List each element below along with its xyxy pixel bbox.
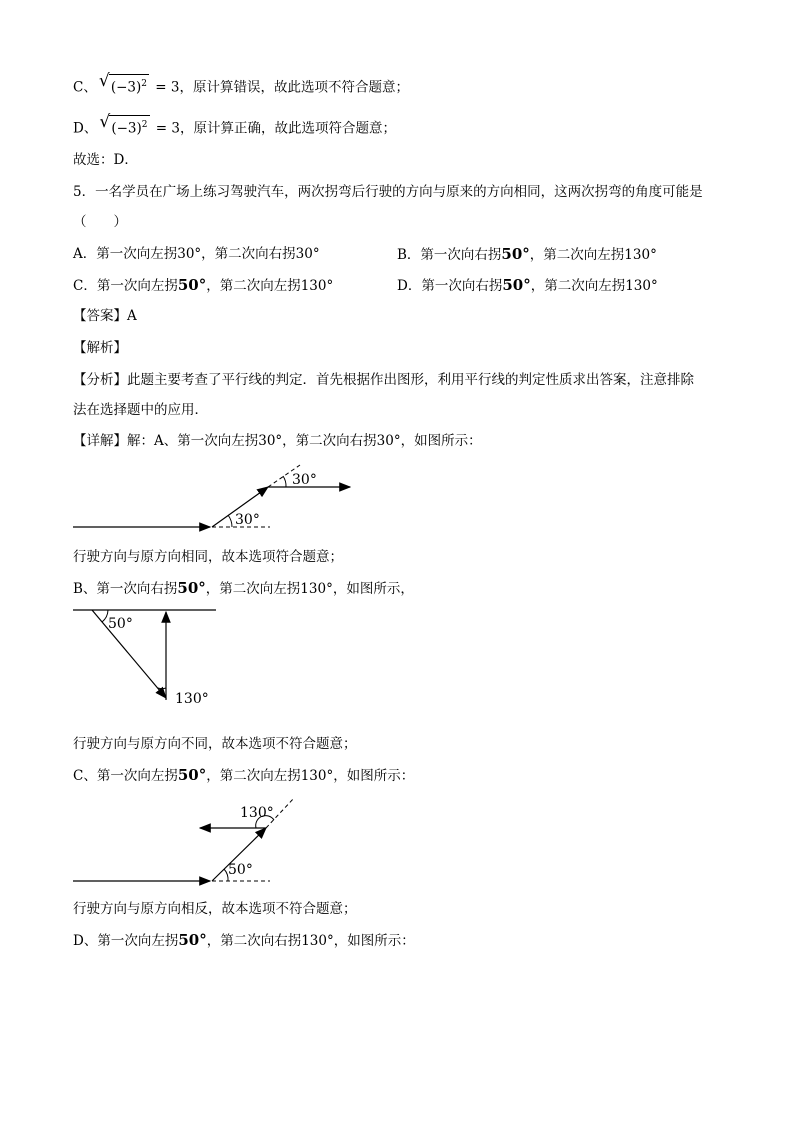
conclusion-c: 行驶方向与原方向相反，故本选项不符合题意； — [73, 901, 357, 917]
answer-tag: 【答案】 — [73, 308, 127, 324]
fenxi-line-2: 法在选择题中的应用． — [73, 402, 208, 418]
angle-label-bottom: 50° — [228, 862, 253, 878]
option-d: D．第一次向右拐50°，第二次向左拐130° — [397, 276, 658, 294]
option-a: A．第一次向左拐30°，第二次向右拐30° — [73, 246, 320, 262]
detail-b: B、第一次向右拐50°，第二次向左拐130°，如图所示， — [73, 579, 414, 597]
angle-label-bottom: 130° — [175, 691, 209, 707]
radical-icon: √ — [98, 71, 110, 91]
angle-label-top: 30° — [292, 472, 317, 488]
angle-label-bottom: 30° — [235, 512, 260, 528]
angle-label-top: 130° — [240, 805, 274, 821]
analysis-tag: 【解析】 — [73, 340, 127, 356]
question-5: 5．一名学员在广场上练习驾驶汽车，两次拐弯后行驶的方向与原来的方向相同，这两次拐弯的角度可能是 — [73, 184, 703, 200]
label-d: D、 — [73, 120, 98, 137]
option-b: B．第一次向右拐50°，第二次向左拐130° — [397, 245, 657, 263]
detail-c: C、第一次向左拐50°，第二次向左拐130°，如图所示： — [73, 766, 415, 784]
radicand: (−3) — [110, 79, 142, 96]
calc-result: = 3，原计算错误，故此选项不符合题意； — [151, 79, 409, 96]
conclusion-b: 行驶方向与原方向不同，故本选项不符合题意； — [73, 736, 357, 752]
option-c: C．第一次向左拐50°，第二次向左拐130° — [73, 276, 334, 294]
detail-d: D、第一次向左拐50°，第二次向右拐130°，如图所示： — [73, 931, 415, 949]
answer-value: A — [127, 308, 137, 324]
radicand: (−3) — [111, 120, 142, 137]
choose-line: 故选：D． — [73, 152, 138, 168]
exponent: 2 — [141, 120, 148, 130]
fenxi-line-1: 【分析】此题主要考查了平行线的判定．首先根据作出图形，利用平行线的判定性质求出答案，注意排除 — [73, 372, 694, 388]
label-c: C、 — [73, 79, 97, 96]
angle-label-top: 50° — [108, 616, 133, 632]
radical-icon: √ — [99, 112, 111, 132]
calc-result: = 3，原计算正确，故此选项符合题意； — [151, 120, 396, 137]
exponent: 2 — [141, 79, 148, 89]
detail-a: 【详解】解：A、第一次向左拐30°，第二次向右拐30°，如图所示： — [73, 433, 482, 449]
question-5-paren: （ ） — [73, 214, 127, 230]
conclusion-a: 行驶方向与原方向相同，故本选项符合题意； — [73, 549, 343, 565]
